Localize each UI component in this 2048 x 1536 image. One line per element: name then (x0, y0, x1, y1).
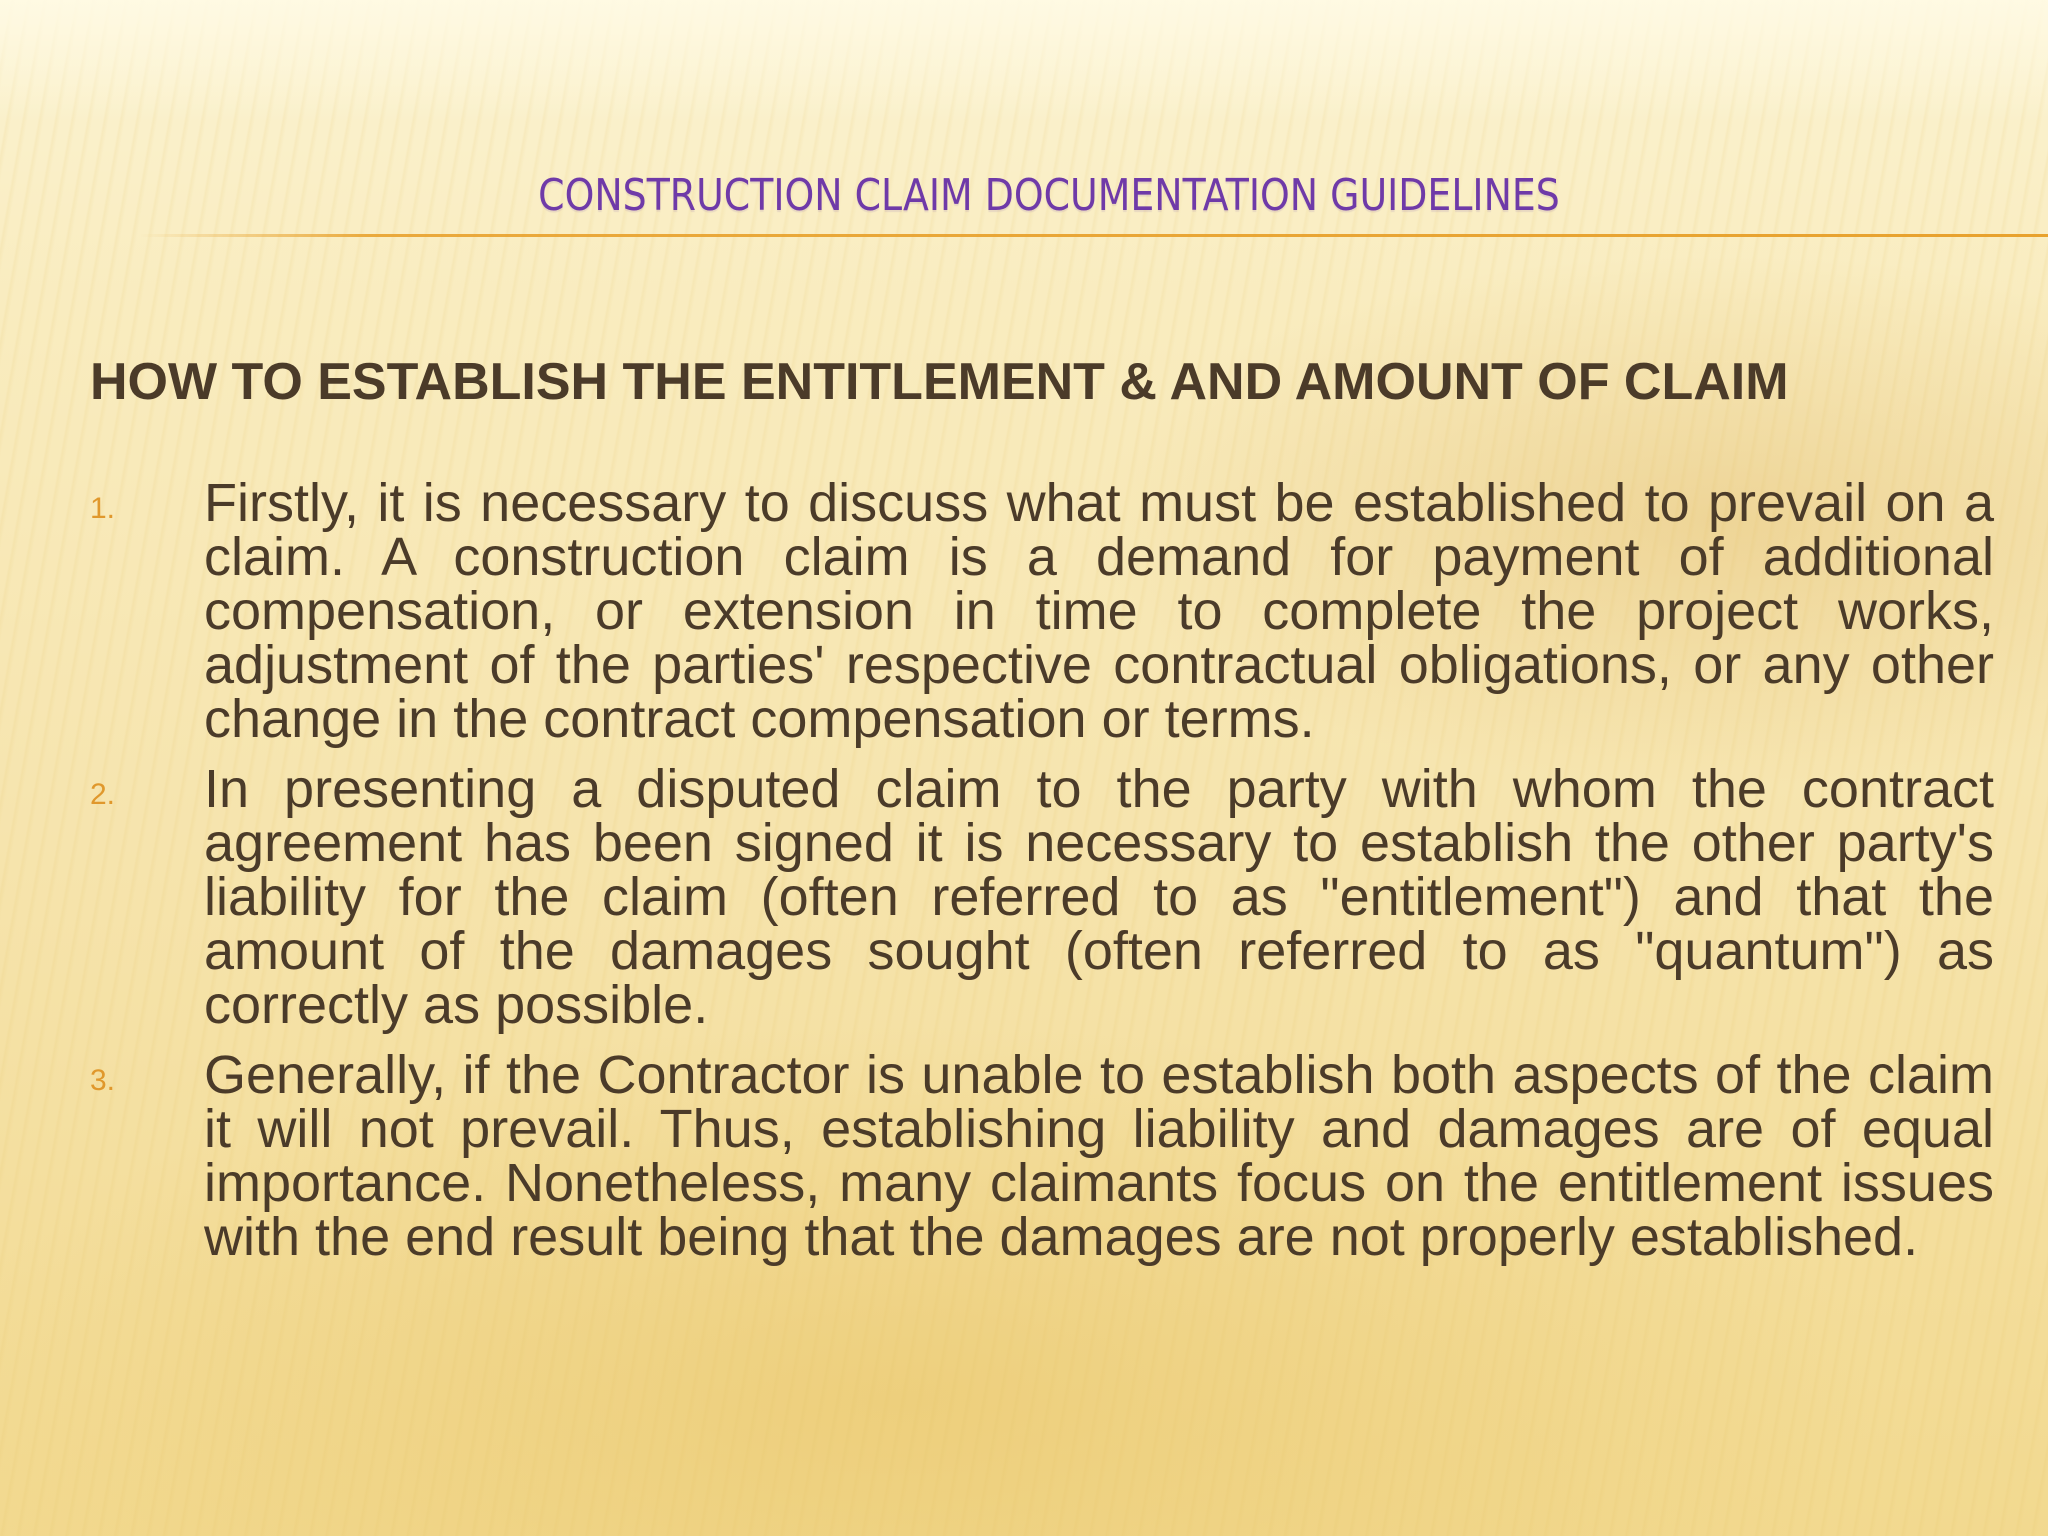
list-item-number: 3. (90, 1064, 116, 1097)
list-item-text: Firstly, it is necessary to discuss what must be established to prevail on a claim. A construction claim is a demand for payment of additional compensation, or extension in time to complete the project works, adjustment of the parties' respective contractual obligations, or any other change in the contract compensation or terms. (204, 473, 1994, 749)
list-item-number: 2. (90, 778, 116, 811)
list-item-text: In presenting a disputed claim to the party with whom the contract agreement has been signed it is necessary to establish the other party's liability for the claim (often referred to as "entitlement") and that the amount of the damages sought (often referred to as "quantum") as correctly as possible. (204, 759, 1994, 1035)
background-glow (0, 0, 2048, 120)
list-item (90, 759, 1994, 1035)
list-item-text: Generally, if the Contractor is unable to establish both aspects of the claim it will not prevail. Thus, establishing liability and damages are of equal importance. Nonetheless, many claimants focus on the entitlement issues with the end result being that the damages are not properly established. (204, 1045, 1994, 1267)
slide-title: CONSTRUCTION CLAIM DOCUMENTATION GUIDELINES (538, 170, 1560, 221)
list-item-number: 1. (90, 492, 116, 525)
section-heading: HOW TO ESTABLISH THE ENTITLEMENT & AND AMOUNT OF CLAIM (90, 353, 1789, 411)
list-item (90, 1045, 1994, 1267)
list-item (90, 473, 1994, 749)
title-container (0, 170, 2048, 221)
title-underline (140, 234, 2048, 237)
claim-list (90, 473, 1994, 1280)
